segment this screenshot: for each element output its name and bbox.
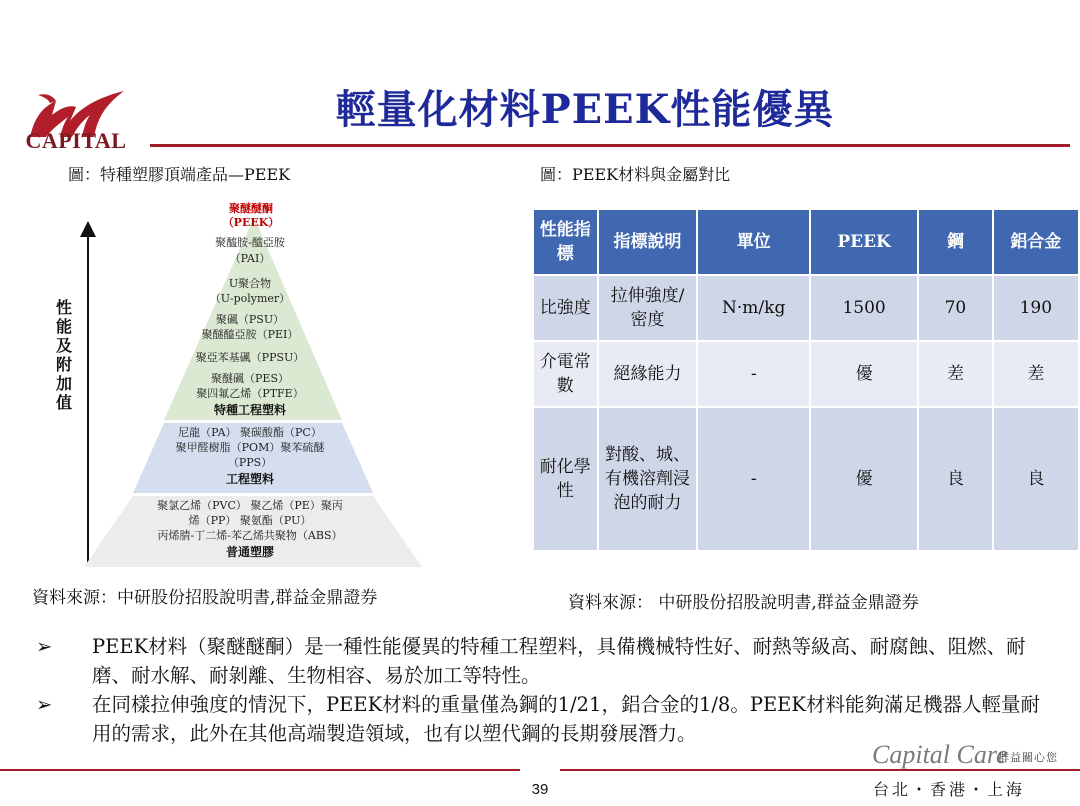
- bullet-text: 在同樣拉伸強度的情況下，PEEK材料的重量僅為鋼的1/21，鋁合金的1/8。PEEK材料能夠滿足機器人輕量耐用的需求，此外在其他高端製造領域，也有以塑代鋼的長期發展潛力。: [92, 693, 1040, 745]
- tier-special-line: （U-polymer）: [209, 292, 291, 305]
- apex-sub: （PEEK）: [222, 216, 280, 229]
- table-header-cell: 鋼: [919, 210, 991, 274]
- tier-special-line: U聚合物: [228, 277, 272, 290]
- table-cell: 差: [994, 342, 1078, 406]
- tier-engineering-line: （PPS）: [227, 456, 273, 469]
- tier-general-line: 聚氯乙烯（PVC） 聚乙烯（PE）聚丙: [157, 499, 343, 512]
- office-cities: 台北・香港・上海: [873, 780, 1026, 799]
- logo-wordmark: CAPITAL: [25, 128, 127, 153]
- peek-metal-comparison-table: [532, 208, 1080, 552]
- table-header-cell: PEEK: [811, 210, 917, 274]
- tier-general-line: 烯（PP） 聚氨酯（PU）: [188, 514, 312, 527]
- table-cell: N·m/kg: [698, 276, 809, 340]
- table-cell: -: [698, 342, 809, 406]
- table-cell: 耐化學性: [534, 408, 597, 550]
- tier-general-line: 丙烯腈-丁二烯-苯乙烯共聚物（ABS）: [157, 529, 343, 542]
- table-cell: 優: [811, 342, 917, 406]
- table-header-cell: 鋁合金: [994, 210, 1078, 274]
- left-figure-caption: 圖：特種塑膠頂端產品—PEEK: [68, 165, 291, 184]
- arrow-bullet-icon: ➢: [36, 693, 53, 716]
- tier-engineering-line: 尼龍（PA） 聚碳酸酯（PC）: [178, 426, 322, 439]
- tier-special-line: 聚亞苯基碸（PPSU）: [195, 351, 305, 364]
- tier-special-line: 聚醚醯亞胺（PEI）: [201, 328, 299, 341]
- table-cell: 良: [994, 408, 1078, 550]
- table-header-row: [534, 210, 1078, 274]
- title-divider: [150, 144, 1070, 147]
- table-cell: 良: [919, 408, 991, 550]
- tier-special-title: 特種工程塑料: [213, 403, 287, 417]
- table-row: [534, 276, 1078, 340]
- table-cell: 差: [919, 342, 991, 406]
- table-cell: 對酸、城、有機溶劑浸泡的耐力: [599, 408, 697, 550]
- table-cell: 1500: [811, 276, 917, 340]
- table-header-cell: 單位: [698, 210, 809, 274]
- tier-special-line: 聚醚碸（PES）: [211, 372, 289, 385]
- table-cell: 190: [994, 276, 1078, 340]
- tier-special-line: 聚四氟乙烯（PTFE）: [196, 387, 304, 400]
- arrow-bullet-icon: ➢: [36, 635, 53, 658]
- table-row: [534, 408, 1078, 550]
- table-header-cell: 性能指標: [534, 210, 597, 274]
- table-row: [534, 342, 1078, 406]
- table-cell: 絕緣能力: [599, 342, 697, 406]
- bullet-text: PEEK材料（聚醚醚酮）是一種性能優異的特種工程塑料，具備機械特性好、耐熱等級高、耐腐蝕、阻燃、耐磨、耐水解、耐剝離、生物相容、易於加工等特性。: [92, 635, 1026, 687]
- table-cell: -: [698, 408, 809, 550]
- footer-divider: [560, 769, 1080, 771]
- tier-special-line: 聚碸（PSU）: [215, 313, 285, 326]
- tier-engineering-line: 聚甲醛樹脂（POM）聚苯硫醚: [175, 441, 325, 454]
- tier-general-title: 普通塑膠: [225, 545, 275, 559]
- right-figure-source: 資料來源： 中研股份招股說明書,群益金鼎證券: [568, 593, 919, 613]
- bullet-item: [36, 632, 1046, 690]
- page-number: 39: [531, 781, 549, 798]
- footer-divider: [0, 769, 520, 771]
- table-header-cell: 指標說明: [599, 210, 697, 274]
- right-figure-caption: 圖：PEEK材料與金屬對比: [540, 165, 731, 184]
- table-cell: 比強度: [534, 276, 597, 340]
- tier-special-line: （PAI）: [229, 252, 271, 265]
- capital-care-tagline: 群益關心您: [998, 751, 1058, 764]
- page-title: 輕量化材料PEEK性能優異: [335, 86, 835, 133]
- pyramid-axis-label: 性能及附加值: [55, 298, 72, 412]
- tier-special-line: 聚醯胺-醯亞胺: [215, 236, 285, 249]
- table-cell: 70: [919, 276, 991, 340]
- left-figure-source: 資料來源：中研股份招股說明書,群益金鼎證券: [32, 588, 378, 608]
- plastics-pyramid: [40, 195, 440, 570]
- table-cell: 優: [811, 408, 917, 550]
- apex-label: 聚醚醚酮: [229, 202, 273, 215]
- tier-engineering-title: 工程塑料: [225, 472, 275, 486]
- table-cell: 介電常數: [534, 342, 597, 406]
- table-cell: 拉伸強度/密度: [599, 276, 697, 340]
- capital-care-logo: Capital Care: [872, 740, 1008, 769]
